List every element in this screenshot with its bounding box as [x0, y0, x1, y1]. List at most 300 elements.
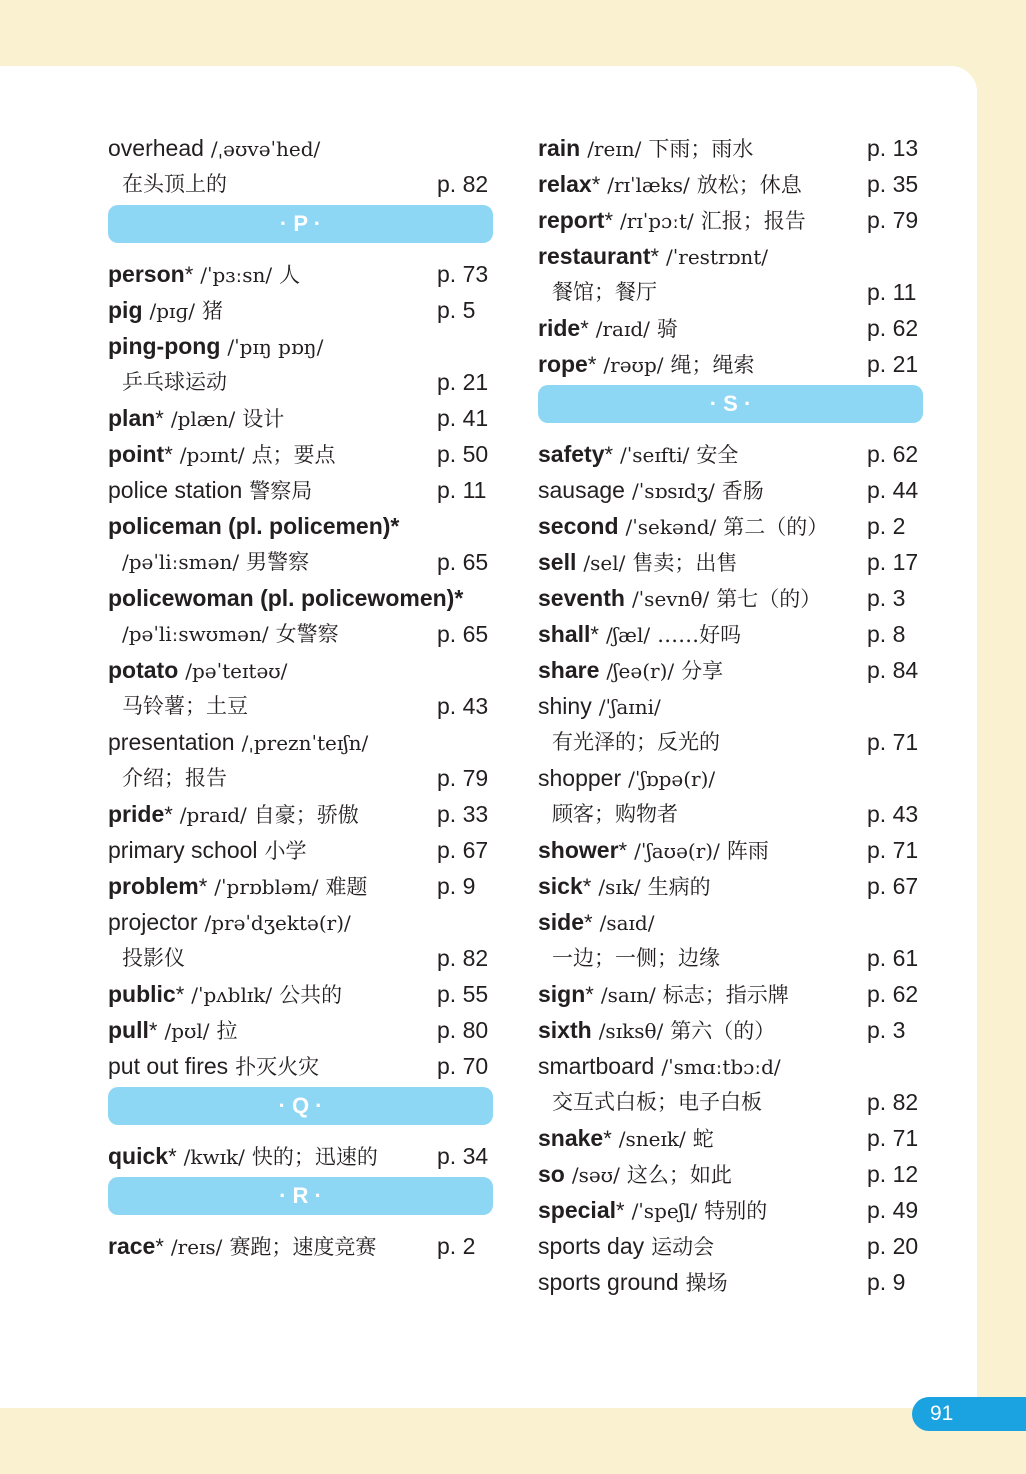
glossary-entry: [538, 544, 923, 580]
page-reference: p. 21: [437, 369, 489, 395]
chinese-meaning: 赛跑；速度竞赛: [229, 1235, 377, 1259]
page-reference: p. 2: [867, 513, 906, 539]
page-reference: p. 35: [867, 171, 919, 197]
chinese-meaning: 点；要点: [251, 443, 336, 467]
core-word-marker: *: [650, 244, 660, 269]
phonetic: /pəˈliːsmən/: [122, 550, 240, 574]
entry-text: [108, 904, 351, 942]
page-reference: p. 34: [437, 1143, 489, 1169]
headword: rope: [538, 351, 588, 377]
page-reference: p. 9: [437, 873, 476, 899]
entry-text: [552, 1084, 762, 1121]
glossary-entry: [538, 238, 923, 274]
entry-text: [122, 760, 227, 797]
headword: police station: [108, 477, 243, 503]
phonetic: /rɪˈpɔːt/: [620, 209, 694, 233]
entry-text: [108, 580, 463, 618]
glossary-entry: [538, 940, 923, 976]
core-word-marker: *: [604, 442, 614, 467]
entry-text: [538, 202, 806, 240]
page-reference: p. 82: [867, 1089, 919, 1115]
phonetic: /saɪd/: [599, 911, 655, 935]
entry-text: [538, 976, 789, 1014]
entry-text: [538, 310, 678, 348]
section-header: · S ·: [538, 385, 923, 423]
chinese-meaning: 警察局: [249, 479, 313, 503]
phonetic: /ˈseɪfti/: [620, 443, 690, 467]
page-reference: p. 79: [867, 207, 919, 233]
headword: so: [538, 1161, 565, 1187]
entry-text: [538, 1192, 767, 1230]
glossary-entry: [108, 832, 493, 868]
phonetic: /ˈsekənd/: [625, 515, 717, 539]
headword: snake: [538, 1125, 604, 1151]
entry-text: [108, 472, 312, 510]
headword: shiny: [538, 693, 592, 719]
page-reference: p. 20: [867, 1233, 919, 1259]
headword: sell: [538, 549, 577, 575]
chinese-meaning: 第六（的）: [670, 1019, 776, 1043]
entry-text: [538, 238, 768, 276]
headword: public: [108, 981, 176, 1007]
glossary-entry: [108, 1012, 493, 1048]
entry-text: [538, 472, 764, 510]
page-reference: p. 65: [437, 621, 489, 647]
phonetic: /ˈsɒsɪdʒ/: [631, 479, 715, 503]
headword: person: [108, 261, 185, 287]
section-header: · R ·: [108, 1177, 493, 1215]
page-reference: p. 44: [867, 477, 919, 503]
entry-text: [108, 256, 300, 294]
page-reference: p. 67: [867, 873, 919, 899]
entry-text: [538, 346, 754, 384]
page-reference: p. 43: [437, 693, 489, 719]
chinese-meaning: 交互式白板；电子白板: [552, 1090, 762, 1114]
glossary-entry: [108, 940, 493, 976]
chinese-meaning: 乒乓球运动: [122, 370, 227, 394]
phonetic: /ˈsevnθ/: [631, 587, 710, 611]
chinese-meaning: 男警察: [246, 550, 310, 574]
glossary-entry: [108, 328, 493, 364]
page-reference: p. 79: [437, 765, 489, 791]
headword: shower: [538, 837, 619, 863]
phonetic: /pɪɡ/: [149, 299, 195, 323]
headword: smartboard: [538, 1053, 655, 1079]
chinese-meaning: 生病的: [647, 875, 711, 899]
entry-text: [552, 796, 678, 833]
headword: share: [538, 657, 600, 683]
chinese-meaning: 第七（的）: [716, 587, 822, 611]
entry-text: [538, 832, 769, 870]
entry-text: [538, 868, 711, 906]
chinese-meaning: 餐馆；餐厅: [552, 280, 657, 304]
phonetic: /kwɪk/: [183, 1145, 245, 1169]
headword: special: [538, 1197, 616, 1223]
phonetic: /ʃæl/: [605, 623, 651, 647]
entry-text: [108, 436, 336, 474]
phonetic: /prəˈdʒektə(r)/: [204, 911, 351, 935]
glossary-entry: [538, 1228, 923, 1264]
core-word-marker: *: [580, 316, 589, 341]
entry-text: [108, 832, 307, 870]
core-word-marker: *: [148, 1018, 158, 1043]
glossary-entry: [538, 166, 923, 202]
chinese-meaning: 蛇: [692, 1127, 714, 1151]
entry-text: [122, 688, 248, 725]
phonetic: /sɪk/: [598, 875, 641, 899]
chinese-meaning: 这么；如此: [626, 1163, 732, 1187]
entry-text: [538, 544, 737, 582]
page-reference: p. 61: [867, 945, 919, 971]
glossary-entry: [538, 580, 923, 616]
entry-text: [108, 724, 368, 762]
page-reference: p. 67: [437, 837, 489, 863]
page-reference: p. 55: [437, 981, 489, 1007]
page-reference: p. 73: [437, 261, 489, 287]
core-word-marker: *: [584, 910, 593, 935]
glossary-entry: [538, 1084, 923, 1120]
chinese-meaning: 投影仪: [122, 946, 185, 970]
chinese-meaning: 香肠: [721, 479, 764, 503]
phonetic: /plæn/: [170, 407, 236, 431]
glossary-entry: [108, 256, 493, 292]
glossary-entry: [538, 652, 923, 688]
phonetic: /ˈpɜːsn/: [200, 263, 273, 287]
phonetic: /pəˈliːswʊmən/: [122, 622, 269, 646]
entry-text: [552, 940, 720, 977]
core-word-marker: *: [591, 172, 601, 197]
chinese-meaning: 设计: [242, 407, 285, 431]
headword: seventh: [538, 585, 625, 611]
entry-text: [538, 508, 828, 546]
page-reference: p. 3: [867, 585, 906, 611]
core-word-marker: *: [198, 874, 208, 899]
entry-text: [538, 652, 723, 690]
entry-text: [108, 1012, 238, 1050]
entry-text: [108, 868, 367, 906]
core-word-marker: *: [582, 874, 592, 899]
page-reference: p. 12: [867, 1161, 919, 1187]
chinese-meaning: 分享: [681, 659, 724, 683]
entry-text: [122, 166, 227, 203]
core-word-marker: *: [164, 802, 173, 827]
page-reference: p. 33: [437, 801, 489, 827]
chinese-meaning: ……好吗: [657, 623, 742, 647]
entry-text: [122, 940, 185, 977]
page-reference: p. 62: [867, 315, 919, 341]
headword: sign: [538, 981, 586, 1007]
phonetic: /rɪˈlæks/: [607, 173, 690, 197]
entry-text: [538, 688, 661, 726]
glossary-entry: [538, 508, 923, 544]
headword: policeman (pl. policemen)*: [108, 513, 400, 539]
glossary-entry: [538, 1264, 923, 1300]
glossary-entry: [108, 292, 493, 328]
headword: sports ground: [538, 1269, 679, 1295]
headword: restaurant: [538, 243, 651, 269]
chinese-meaning: 售卖；出售: [632, 551, 738, 575]
glossary-entry: [108, 580, 493, 616]
chinese-meaning: 难题: [325, 875, 368, 899]
entry-text: [538, 436, 738, 474]
headword: ride: [538, 315, 581, 341]
page-reference: p. 71: [867, 1125, 919, 1151]
chinese-meaning: 扑灭火灾: [235, 1055, 320, 1079]
entry-text: [552, 724, 720, 761]
page-reference: p. 11: [867, 279, 917, 305]
section-header: · P ·: [108, 205, 493, 243]
glossary-entry: [538, 472, 923, 508]
page-reference: p. 65: [437, 549, 489, 575]
glossary-entry: [538, 1012, 923, 1048]
headword: quick: [108, 1143, 169, 1169]
phonetic: /rəʊp/: [603, 353, 664, 377]
glossary-entry: [538, 760, 923, 796]
chinese-meaning: 下雨；雨水: [648, 137, 754, 161]
core-word-marker: *: [618, 838, 628, 863]
entry-text: [538, 1012, 775, 1050]
page-reference: p. 71: [867, 729, 919, 755]
headword: put out fires: [108, 1053, 229, 1079]
phonetic: /ˌəʊvəˈhed/: [210, 137, 321, 161]
core-word-marker: *: [604, 208, 614, 233]
entry-text: [108, 508, 399, 546]
entry-text: [108, 328, 323, 366]
headword: race: [108, 1233, 156, 1259]
page-reference: p. 13: [867, 135, 919, 161]
chinese-meaning: 绳；绳索: [670, 353, 755, 377]
page-reference: p. 82: [437, 945, 489, 971]
chinese-meaning: 一边；一侧；边缘: [552, 946, 720, 970]
chinese-meaning: 汇报；报告: [700, 209, 806, 233]
chinese-meaning: 公共的: [279, 983, 343, 1007]
glossary-entry: [108, 1048, 493, 1084]
headword: ping-pong: [108, 333, 221, 359]
page-reference: p. 43: [867, 801, 919, 827]
chinese-meaning: 女警察: [275, 622, 339, 646]
entry-text: [538, 616, 741, 654]
page-reference: p. 21: [867, 351, 919, 377]
glossary-entry: [538, 1120, 923, 1156]
core-word-marker: *: [175, 982, 185, 1007]
glossary-entry: [538, 976, 923, 1012]
entry-text: [538, 1120, 714, 1158]
phonetic: /sneɪk/: [618, 1127, 686, 1151]
headword: point: [108, 441, 165, 467]
core-word-marker: *: [155, 406, 164, 431]
page-reference: p. 62: [867, 441, 919, 467]
entry-text: [108, 292, 223, 330]
page-reference: p. 11: [437, 477, 487, 503]
entry-text: [108, 796, 359, 834]
phonetic: /pɔɪnt/: [179, 443, 245, 467]
phonetic: /pəˈteɪtəʊ/: [185, 659, 288, 683]
chinese-meaning: 骑: [656, 317, 678, 341]
chinese-meaning: 自豪；骄傲: [253, 803, 359, 827]
glossary-entry: [538, 796, 923, 832]
headword: second: [538, 513, 619, 539]
entry-text: [108, 130, 320, 168]
entry-text: [538, 904, 654, 942]
page-reference: p. 41: [437, 405, 489, 431]
entry-text: [538, 1156, 732, 1194]
entry-text: [538, 1048, 781, 1086]
core-word-marker: *: [585, 982, 594, 1007]
glossary-entry: [538, 904, 923, 940]
glossary-entry: [108, 472, 493, 508]
chinese-meaning: 运动会: [651, 1235, 715, 1259]
headword: presentation: [108, 729, 235, 755]
chinese-meaning: 标志；指示牌: [662, 983, 789, 1007]
glossary-entry: [108, 1228, 493, 1264]
glossary-entry: [538, 724, 923, 760]
glossary-entry: [108, 688, 493, 724]
page-reference: p. 50: [437, 441, 489, 467]
headword: shall: [538, 621, 591, 647]
page-reference: p. 62: [867, 981, 919, 1007]
entry-text: [108, 1228, 376, 1266]
page-reference: p. 70: [437, 1053, 489, 1079]
headword: problem: [108, 873, 199, 899]
chinese-meaning: 快的；迅速的: [251, 1145, 378, 1169]
chinese-meaning: 操场: [685, 1271, 728, 1295]
glossary-entry: [108, 868, 493, 904]
chinese-meaning: 小学: [264, 839, 307, 863]
glossary-entry: [108, 760, 493, 796]
headword: relax: [538, 171, 592, 197]
entry-text: [538, 166, 802, 204]
glossary-entry: [538, 616, 923, 652]
phonetic: /ˈʃaʊə(r)/: [634, 839, 720, 863]
page-reference: p. 5: [437, 297, 476, 323]
entry-text: [122, 544, 309, 581]
page-reference: p. 82: [437, 171, 489, 197]
headword: overhead: [108, 135, 204, 161]
chinese-meaning: 介绍；报告: [122, 766, 227, 790]
phonetic: /sɪksθ/: [598, 1019, 664, 1043]
page-reference: p. 84: [867, 657, 919, 683]
headword: safety: [538, 441, 605, 467]
glossary-entry: [108, 976, 493, 1012]
entry-text: [552, 274, 657, 311]
chinese-meaning: 在头顶上的: [122, 172, 227, 196]
entry-text: [538, 580, 821, 618]
headword: policewoman (pl. policewomen)*: [108, 585, 464, 611]
entry-text: [108, 976, 342, 1014]
headword: sick: [538, 873, 583, 899]
glossary-entry: [538, 1048, 923, 1084]
glossary-entry: [108, 544, 493, 580]
headword: projector: [108, 909, 198, 935]
glossary-entry: [538, 202, 923, 238]
entry-text: [108, 1048, 319, 1086]
glossary-entry: [108, 904, 493, 940]
glossary-entry: [108, 166, 493, 202]
phonetic: /ˈʃaɪni/: [598, 695, 661, 719]
headword: pig: [108, 297, 143, 323]
chinese-meaning: 特别的: [704, 1199, 768, 1223]
glossary-entry: [108, 436, 493, 472]
core-word-marker: *: [590, 622, 599, 647]
page-reference: p. 80: [437, 1017, 489, 1043]
entry-text: [108, 652, 287, 690]
entry-text: [122, 364, 227, 401]
glossary-entry: [108, 400, 493, 436]
entry-text: [538, 760, 715, 798]
chinese-meaning: 放松；休息: [696, 173, 802, 197]
glossary-entry: [538, 832, 923, 868]
core-word-marker: *: [184, 262, 194, 287]
core-word-marker: *: [603, 1126, 612, 1151]
phonetic: /reɪn/: [587, 137, 642, 161]
phonetic: /ʃeə(r)/: [606, 659, 675, 683]
chinese-meaning: 阵雨: [726, 839, 769, 863]
phonetic: /ˈrestrɒnt/: [666, 245, 768, 269]
glossary-entry: [108, 130, 493, 166]
phonetic: /ˈʃɒpə(r)/: [628, 767, 716, 791]
chinese-meaning: 马铃薯；土豆: [122, 694, 248, 718]
page-reference: p. 3: [867, 1017, 906, 1043]
core-word-marker: *: [616, 1198, 625, 1223]
entry-text: [538, 1264, 728, 1302]
glossary-entry: [538, 436, 923, 472]
core-word-marker: *: [587, 352, 597, 377]
chinese-meaning: 猪: [201, 299, 223, 323]
phonetic: /ˈprɒbləm/: [214, 875, 319, 899]
phonetic: /pʊl/: [164, 1019, 210, 1043]
core-word-marker: *: [164, 442, 173, 467]
headword: pride: [108, 801, 165, 827]
entry-text: [538, 1228, 714, 1266]
glossary-entry: [538, 130, 923, 166]
headword: report: [538, 207, 605, 233]
entry-text: [122, 616, 339, 653]
page-reference: p. 8: [867, 621, 906, 647]
glossary-entry: [538, 1156, 923, 1192]
glossary-entry: [538, 688, 923, 724]
core-word-marker: *: [155, 1234, 164, 1259]
chinese-meaning: 第二（的）: [723, 515, 829, 539]
headword: plan: [108, 405, 156, 431]
section-header: · Q ·: [108, 1087, 493, 1125]
entry-text: [108, 1138, 378, 1176]
phonetic: /ˈpʌblɪk/: [191, 983, 273, 1007]
headword: sports day: [538, 1233, 645, 1259]
chinese-meaning: 拉: [216, 1019, 238, 1043]
chinese-meaning: 人: [279, 263, 301, 287]
headword: sixth: [538, 1017, 592, 1043]
phonetic: /ˈspeʃl/: [631, 1199, 698, 1223]
glossary-entry: [538, 310, 923, 346]
headword: rain: [538, 135, 581, 161]
glossary-entry: [108, 724, 493, 760]
glossary-entry: [108, 364, 493, 400]
phonetic: /raɪd/: [595, 317, 650, 341]
page-number: 91: [912, 1397, 1026, 1431]
phonetic: /reɪs/: [170, 1235, 223, 1259]
phonetic: /ˈsmɑːtbɔːd/: [661, 1055, 781, 1079]
glossary-entry: [538, 274, 923, 310]
page-reference: p. 71: [867, 837, 919, 863]
headword: sausage: [538, 477, 625, 503]
chinese-meaning: 有光泽的；反光的: [552, 730, 720, 754]
page-reference: p. 49: [867, 1197, 919, 1223]
page-reference: p. 17: [867, 549, 919, 575]
glossary-entry: [538, 346, 923, 382]
glossary-entry: [108, 652, 493, 688]
glossary-entry: [538, 868, 923, 904]
page-panel: [0, 66, 977, 1408]
